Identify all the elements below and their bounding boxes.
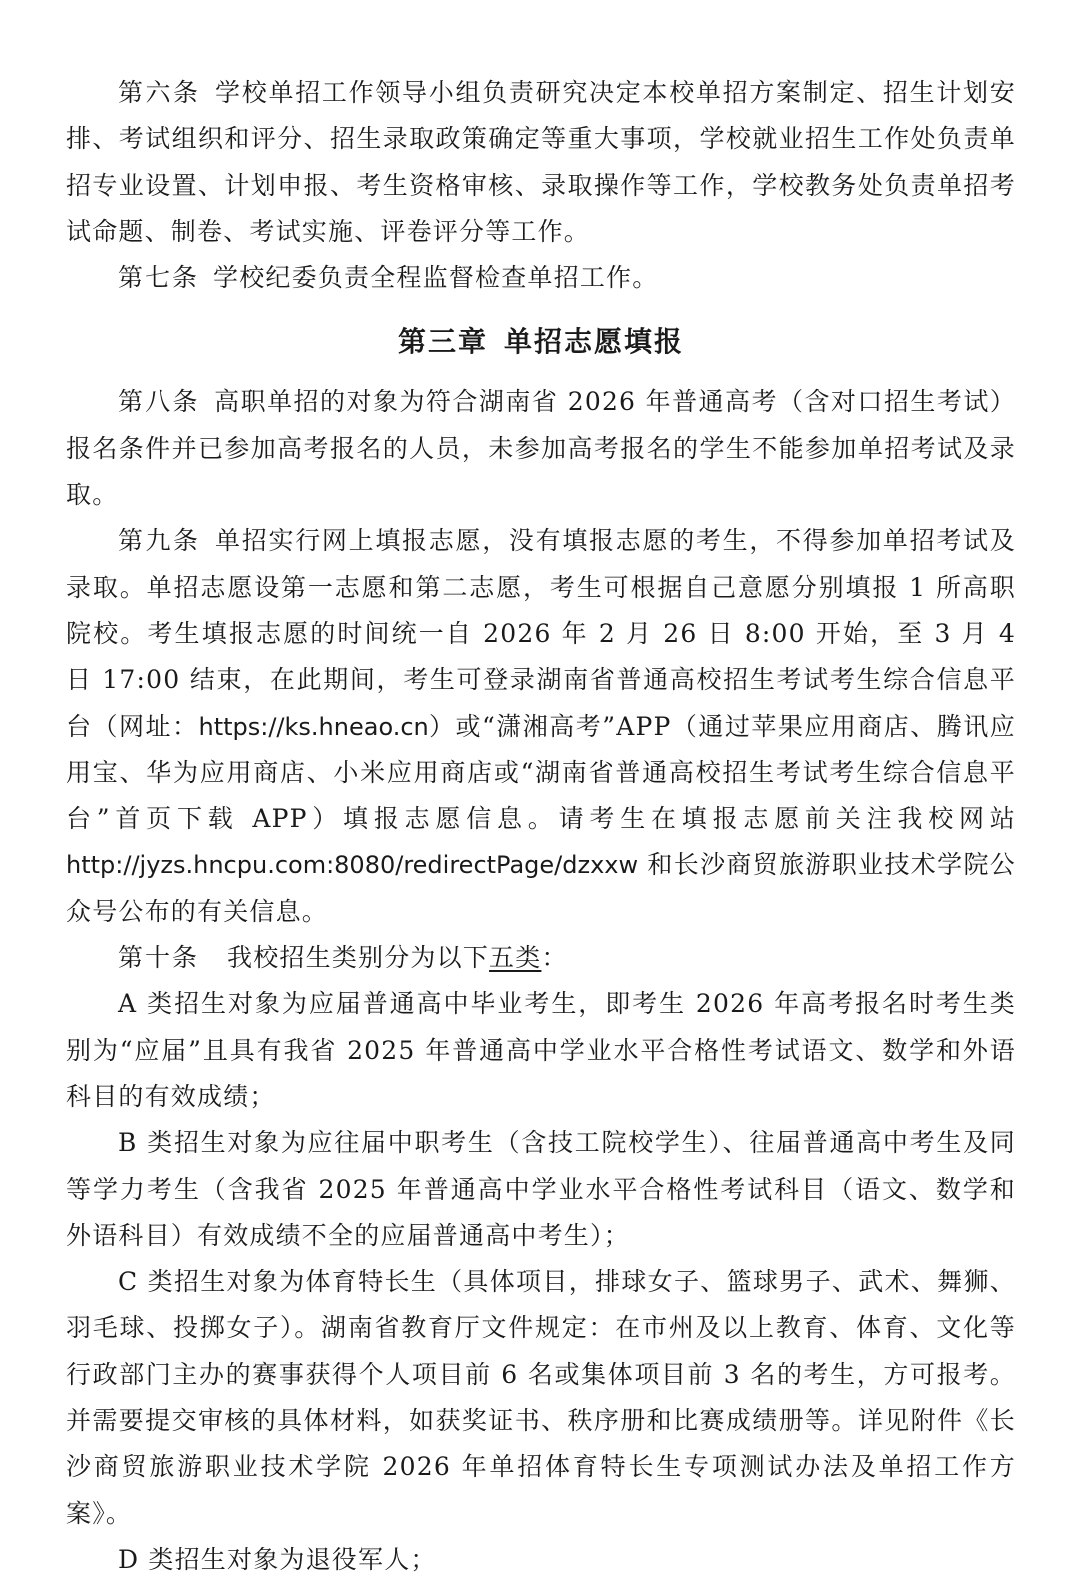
- article-9: [66, 518, 1016, 935]
- article-8: [66, 379, 1016, 518]
- article-6-number: 第六条: [118, 78, 201, 107]
- category-b: B 类招生对象为应往届中职考生（含技工院校学生）、往届普通高中考生及同等学力考生（含我省 2025 年普通高中学业水平合格性考试科目（语文、数学和外语科目）有效成绩不全的应届普通高中考生）；: [66, 1128, 1016, 1250]
- category-a: A 类招生对象为应届普通高中毕业考生，即考生 2026 年高考报名时考生类别为“应届”且具有我省 2025 年普通高中学业水平合格性考试语文、数学和外语科目的有效成绩；: [66, 989, 1016, 1111]
- article-6: [66, 70, 1016, 255]
- article-9-text-middle: ）或“潇湘高考”APP（通过苹果应用商店、腾讯应用宝、华为应用商店、小米应用商店或“湖南省普通高校招生考试考生综合信息平台”首页下载 APP）填报志愿信息。请考生在填报志愿前关注我校网站: [66, 711, 1016, 834]
- article-9-number: 第九条: [118, 526, 201, 556]
- article-7-number: 第七条: [118, 263, 200, 293]
- school-website-link[interactable]: http://jyzs.hncpu.com:8080/redirectPage/dzxxw: [66, 851, 639, 880]
- article-9-text-before: 单招实行网上填报志愿，没有填报志愿的考生，不得参加单招考试及录取。单招志愿设第一志愿和第二志愿，考生可根据自己意愿分别填报 1 所高职院校。考生填报志愿的时间统一自 2026 年 2 月 26 日 8:00 开始，至 3 月 4 日 17:00 结束，在此期间，考生可登录湖南省普通高校招生考试考生综合信息平台（网址：: [66, 526, 1016, 741]
- chapter-heading: [66, 317, 1016, 367]
- category-c: C 类招生对象为体育特长生（具体项目，排球女子、篮球男子、武术、舞狮、羽毛球、投掷女子）。湖南省教育厅文件规定：在市州及以上教育、体育、文化等行政部门主办的赛事获得个人项目前 6 名或集体项目前 3 名的考生，方可报考。并需要提交审核的具体材料，如获奖证书、秩序册和比赛成绩册等。详见附件《长沙商贸旅游职业技术学院 2026 年单招体育特长生专项测试办法及单招工作方案》。: [66, 1267, 1016, 1528]
- article-10-text: 我校招生类别分为以下: [227, 943, 490, 973]
- category-d: D 类招生对象为退役军人；: [118, 1544, 437, 1574]
- chapter-number: 第三章: [397, 325, 488, 359]
- article-8-text: 高职单招的对象为符合湖南省 2026 年普通高考（含对口招生考试）报名条件并已参加高考报名的人员，未参加高考报名的学生不能参加单招考试及录取。: [66, 387, 1016, 510]
- article-10-colon: ：: [541, 943, 568, 973]
- document-body: [66, 70, 1016, 1583]
- article-7: [66, 255, 1016, 301]
- article-10: [66, 935, 1016, 981]
- article-7-text: 学校纪委负责全程监督检查单招工作。: [213, 263, 659, 293]
- article-9-text-after: 和长沙商贸旅游职业技术学院公众号公布的有关信息。: [66, 850, 1016, 926]
- article-8-number: 第八条: [118, 387, 200, 417]
- article-6-text: 学校单招工作领导小组负责研究决定本校单招方案制定、招生计划安排、考试组织和评分、招生录取政策确定等重大事项，学校就业招生工作处负责单招专业设置、计划申报、考生资格审核、录取操作等工作，学校教务处负责单招考试命题、制卷、考试实施、评卷评分等工作。: [66, 78, 1016, 246]
- exam-platform-link[interactable]: https://ks.hneao.cn: [198, 712, 429, 741]
- article-10-number: 第十条: [118, 943, 200, 973]
- chapter-title: 单招志愿填报: [504, 325, 685, 359]
- article-10-underlined: 五类: [489, 943, 542, 973]
